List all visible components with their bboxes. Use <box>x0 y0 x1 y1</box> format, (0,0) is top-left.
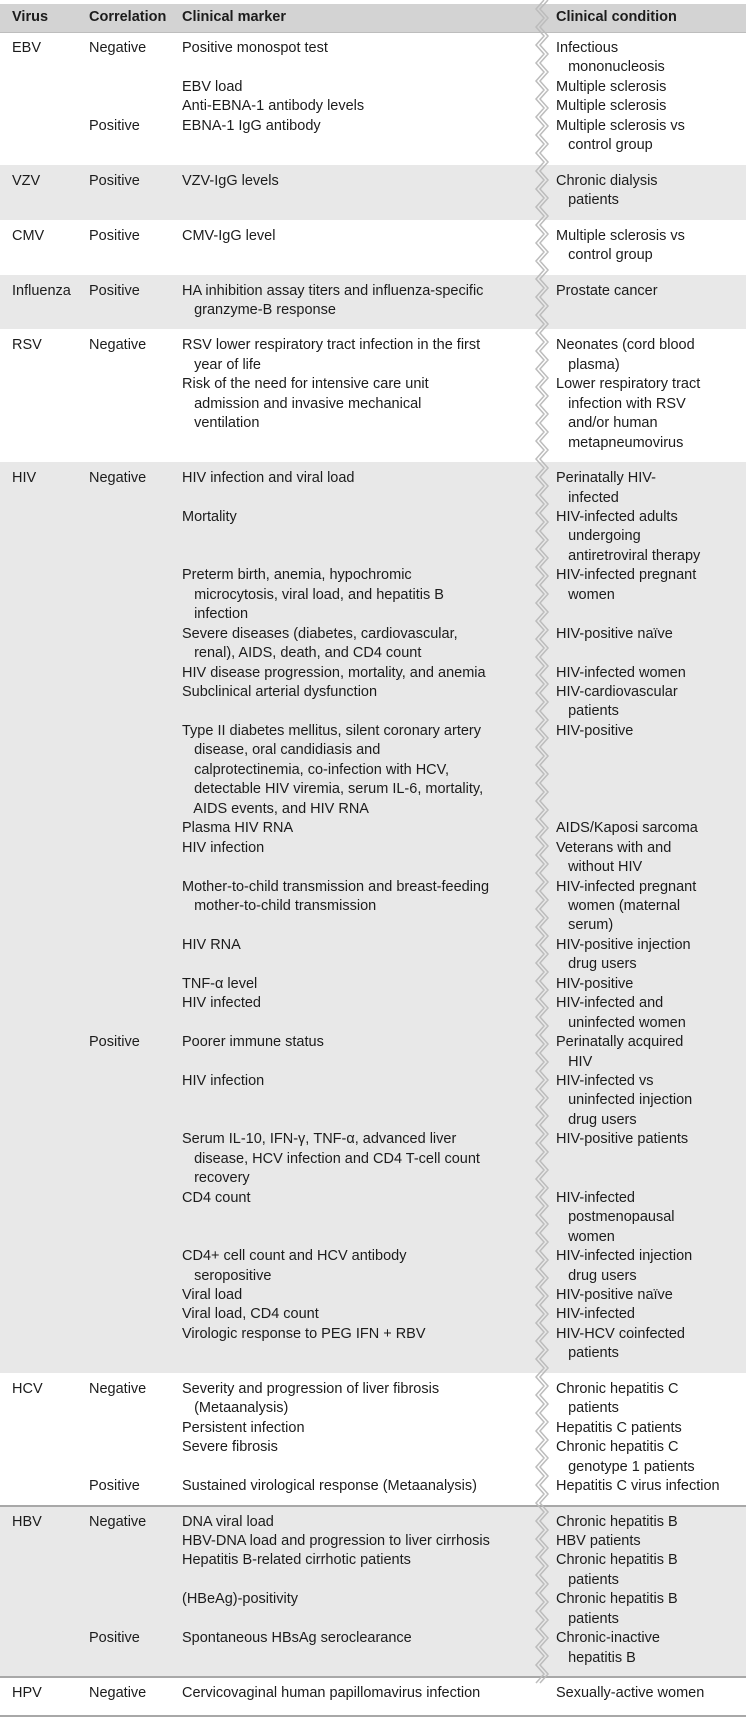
virus-label: HCV <box>12 1380 43 1397</box>
clinical-condition-line: HIV-infected <box>556 1306 635 1323</box>
clinical-marker-line: Severity and progression of liver fibrosis <box>182 1380 440 1397</box>
clinical-marker-line: disease, oral candidiasis and <box>182 742 381 759</box>
clinical-condition-line: HIV-positive naïve <box>556 625 673 642</box>
clinical-marker-line: EBNA-1 IgG antibody <box>182 117 321 134</box>
clinical-marker-line: Cervicovaginal human papillomavirus infection <box>182 1685 481 1702</box>
clinical-marker-line: granzyme-B response <box>182 301 336 318</box>
clinical-marker-line: year of life <box>182 356 261 373</box>
clinical-marker-line: (HBeAg)-positivity <box>182 1591 299 1608</box>
clinical-condition-line: HIV-infected and <box>556 995 664 1012</box>
clinical-condition-line: Perinatally acquired <box>556 1034 684 1051</box>
correlation-label: Positive <box>89 227 140 244</box>
virus-label: Influenza <box>12 282 71 299</box>
clinical-condition-line: Chronic hepatitis B <box>556 1591 678 1608</box>
clinical-marker-line: seropositive <box>182 1267 272 1284</box>
header-clinical-condition: Clinical condition <box>556 9 677 25</box>
clinical-condition-line: Infectious <box>556 40 619 56</box>
group-rsv <box>0 329 746 462</box>
correlation-label: Positive <box>89 1034 140 1051</box>
clinical-condition-line: undergoing <box>556 528 641 545</box>
header-clinical-marker: Clinical marker <box>182 9 286 25</box>
clinical-marker-line: Hepatitis B-related cirrhotic patients <box>182 1552 411 1569</box>
clinical-condition-line: HBV patients <box>556 1532 641 1549</box>
clinical-condition-line: women <box>556 586 615 603</box>
group-cmv <box>0 220 746 275</box>
correlation-label: Positive <box>89 1478 140 1495</box>
clinical-marker-line: Severe diseases (diabetes, cardiovascular, <box>182 625 458 642</box>
clinical-condition-line: control group <box>556 137 653 154</box>
group-influenza <box>0 275 746 330</box>
clinical-condition-line: hepatitis B <box>556 1649 636 1666</box>
group-hpv <box>0 1677 746 1712</box>
clinical-marker-line: Persistent infection <box>182 1419 305 1436</box>
clinical-marker-line: HA inhibition assay titers and influenza-specific <box>182 282 484 299</box>
correlation-label: Negative <box>89 1513 147 1530</box>
virus-label: HPV <box>12 1685 42 1702</box>
clinical-marker-line: HIV infection and viral load <box>182 470 355 487</box>
clinical-condition-line: Multiple sclerosis vs <box>556 117 685 134</box>
header-correlation: Correlation <box>89 9 167 25</box>
group-hiv <box>0 462 746 1373</box>
clinical-marker-line: Serum IL-10, IFN-γ, TNF-α, advanced liver <box>182 1131 457 1148</box>
correlation-label: Positive <box>89 172 140 189</box>
clinical-marker-line: Risk of the need for intensive care unit <box>182 376 429 393</box>
clinical-condition-line: drug users <box>556 1111 637 1128</box>
clinical-marker-line: CD4+ cell count and HCV antibody <box>182 1248 407 1265</box>
clinical-condition-line: HIV-infected vs <box>556 1073 654 1090</box>
clinical-marker-line: admission and invasive mechanical <box>182 395 422 412</box>
correlation-label: Positive <box>89 117 140 134</box>
correlation-label: Negative <box>89 40 147 56</box>
clinical-marker-line: Virologic response to PEG IFN + RBV <box>182 1325 426 1342</box>
clinical-condition-line: infection with RSV <box>556 395 686 412</box>
clinical-condition-line: Veterans with and <box>556 839 672 856</box>
clinical-marker-line: Positive monospot test <box>182 40 328 56</box>
clinical-condition-line: Sexually-active women <box>556 1685 705 1702</box>
clinical-condition-line: Neonates (cord blood <box>556 337 695 354</box>
clinical-condition-line: women <box>556 1228 615 1245</box>
clinical-marker-line: Preterm birth, anemia, hypochromic <box>182 567 412 584</box>
clinical-condition-line: drug users <box>556 1267 637 1284</box>
virus-label: HIV <box>12 470 37 487</box>
clinical-condition-line: postmenopausal <box>556 1209 675 1226</box>
clinical-condition-line: Perinatally HIV- <box>556 470 656 487</box>
clinical-condition-line: patients <box>556 1400 619 1417</box>
virus-label: VZV <box>12 172 41 189</box>
clinical-marker-line: Mortality <box>182 508 237 525</box>
clinical-marker-line: Spontaneous HBsAg seroclearance <box>182 1630 412 1647</box>
virus-label: CMV <box>12 227 45 244</box>
clinical-condition-line: patients <box>556 703 619 720</box>
clinical-condition-line: without HIV <box>556 859 643 876</box>
clinical-marker-line: AIDS events, and HIV RNA <box>182 800 369 817</box>
clinical-condition-line: HIV-cardiovascular <box>556 684 678 701</box>
clinical-condition-line: Hepatitis C patients <box>556 1419 682 1436</box>
clinical-condition-line: Chronic-inactive <box>556 1630 660 1647</box>
header-virus: Virus <box>12 9 49 25</box>
group-vzv <box>0 165 746 220</box>
correlation-label: Positive <box>89 1630 140 1647</box>
correlation-label: Negative <box>89 337 147 354</box>
clinical-marker-line: Anti-EBNA-1 antibody levels <box>182 98 365 115</box>
clinical-condition-line: HIV-positive naïve <box>556 1286 673 1303</box>
clinical-condition-line: HIV-positive <box>556 722 634 739</box>
clinical-marker-line: HIV disease progression, mortality, and anemia <box>182 664 486 681</box>
clinical-marker-line: (Metaanalysis) <box>182 1400 289 1417</box>
table-header-row <box>0 4 746 33</box>
group-separator <box>0 1505 746 1507</box>
clinical-condition-line: patients <box>556 1610 619 1627</box>
clinical-marker-line: Subclinical arterial dysfunction <box>182 684 378 701</box>
table-bottom-rule <box>0 1715 746 1717</box>
clinical-marker-line: HIV RNA <box>182 936 241 953</box>
clinical-condition-line: HIV-infected pregnant <box>556 878 697 895</box>
clinical-marker-line: Severe fibrosis <box>182 1439 278 1456</box>
group-separator <box>0 1676 746 1678</box>
clinical-condition-line: Multiple sclerosis vs <box>556 227 685 244</box>
clinical-condition-line: drug users <box>556 956 637 973</box>
clinical-marker-line: TNF-α level <box>182 975 258 992</box>
clinical-condition-line: HIV <box>556 1053 593 1070</box>
clinical-condition-line: uninfected women <box>556 1014 686 1031</box>
correlation-label: Negative <box>89 1685 147 1702</box>
clinical-marker-line: HIV infected <box>182 995 261 1012</box>
clinical-condition-line: mononucleosis <box>556 59 665 76</box>
clinical-condition-line: patients <box>556 192 619 209</box>
clinical-condition-line: HIV-positive <box>556 975 634 992</box>
clinical-marker-line: microcytosis, viral load, and hepatitis B <box>182 586 444 603</box>
clinical-marker-line: Plasma HIV RNA <box>182 820 294 837</box>
clinical-marker-line: mother-to-child transmission <box>182 897 377 914</box>
clinical-condition-line: control group <box>556 247 653 264</box>
clinical-marker-line: DNA viral load <box>182 1513 274 1530</box>
clinical-condition-line: Lower respiratory tract <box>556 376 701 393</box>
clinical-marker-line: HIV infection <box>182 1073 265 1090</box>
clinical-marker-line: renal), AIDS, death, and CD4 count <box>182 645 422 662</box>
clinical-condition-line: serum) <box>556 917 614 934</box>
group-hcv <box>0 1373 746 1506</box>
clinical-marker-line: HIV infection <box>182 839 265 856</box>
clinical-condition-line: infected <box>556 489 619 506</box>
clinical-marker-line: HBV-DNA load and progression to liver cirrhosis <box>182 1532 490 1549</box>
clinical-condition-line: HIV-positive patients <box>556 1131 689 1148</box>
clinical-condition-line: HIV-infected adults <box>556 508 678 525</box>
clinical-marker-line: CMV-IgG level <box>182 227 276 244</box>
clinical-condition-line: metapneumovirus <box>556 434 684 451</box>
clinical-condition-line: Chronic hepatitis B <box>556 1513 678 1530</box>
clinical-marker-line: disease, HCV infection and CD4 T-cell count <box>182 1150 480 1167</box>
clinical-marker-line: Poorer immune status <box>182 1034 324 1051</box>
clinical-marker-line: infection <box>182 606 249 623</box>
clinical-condition-line: AIDS/Kaposi sarcoma <box>556 820 698 837</box>
clinical-condition-line: Chronic hepatitis C <box>556 1380 679 1397</box>
clinical-marker-line: recovery <box>182 1170 250 1187</box>
clinical-marker-line: Viral load, CD4 count <box>182 1306 319 1323</box>
clinical-condition-line: and/or human <box>556 415 658 432</box>
virus-label: HBV <box>12 1513 42 1530</box>
correlation-label: Negative <box>89 470 147 487</box>
clinical-condition-line: antiretroviral therapy <box>556 547 701 564</box>
clinical-condition-line: Chronic hepatitis C <box>556 1439 679 1456</box>
clinical-marker-line: Type II diabetes mellitus, silent coronary artery <box>182 722 481 739</box>
clinical-condition-line: Prostate cancer <box>556 282 658 299</box>
clinical-condition-line: uninfected injection <box>556 1092 693 1109</box>
clinical-condition-line: Multiple sclerosis <box>556 78 667 95</box>
clinical-condition-line: Chronic dialysis <box>556 172 658 189</box>
clinical-condition-line: HIV-HCV coinfected <box>556 1325 685 1342</box>
clinical-marker-line: Mother-to-child transmission and breast-feeding <box>182 878 490 895</box>
clinical-condition-line: Chronic hepatitis B <box>556 1552 678 1569</box>
group-hbv <box>0 1506 746 1678</box>
clinical-condition-line: Hepatitis C virus infection <box>556 1478 720 1495</box>
clinical-condition-line: HIV-positive injection <box>556 936 691 953</box>
clinical-marker-line: RSV lower respiratory tract infection in the first <box>182 337 481 354</box>
clinical-condition-line: genotype 1 patients <box>556 1458 695 1475</box>
correlation-label: Positive <box>89 282 140 299</box>
clinical-condition-line: patients <box>556 1345 619 1362</box>
clinical-marker-line: CD4 count <box>182 1189 251 1206</box>
virus-label: RSV <box>12 337 42 354</box>
group-ebv <box>0 32 746 165</box>
clinical-marker-line: EBV load <box>182 78 243 95</box>
clinical-marker-line: Viral load <box>182 1286 243 1303</box>
clinical-marker-line: VZV-IgG levels <box>182 172 279 189</box>
clinical-condition-line: HIV-infected injection <box>556 1248 693 1265</box>
clinical-condition-line: Multiple sclerosis <box>556 98 667 115</box>
correlation-label: Negative <box>89 1380 147 1397</box>
clinical-condition-line: plasma) <box>556 356 620 373</box>
virus-label: EBV <box>12 40 42 56</box>
clinical-condition-line: HIV-infected <box>556 1189 635 1206</box>
clinical-condition-line: patients <box>556 1571 619 1588</box>
clinical-marker-line: detectable HIV viremia, serum IL-6, mortality, <box>182 781 484 798</box>
clinical-condition-line: HIV-infected women <box>556 664 686 681</box>
clinical-condition-line: women (maternal <box>556 897 681 914</box>
clinical-marker-line: ventilation <box>182 415 260 432</box>
clinical-marker-line: calprotectinemia, co-infection with HCV, <box>182 761 450 778</box>
clinical-marker-line: Sustained virological response (Metaanalysis) <box>182 1478 477 1495</box>
clinical-condition-line: HIV-infected pregnant <box>556 567 697 584</box>
